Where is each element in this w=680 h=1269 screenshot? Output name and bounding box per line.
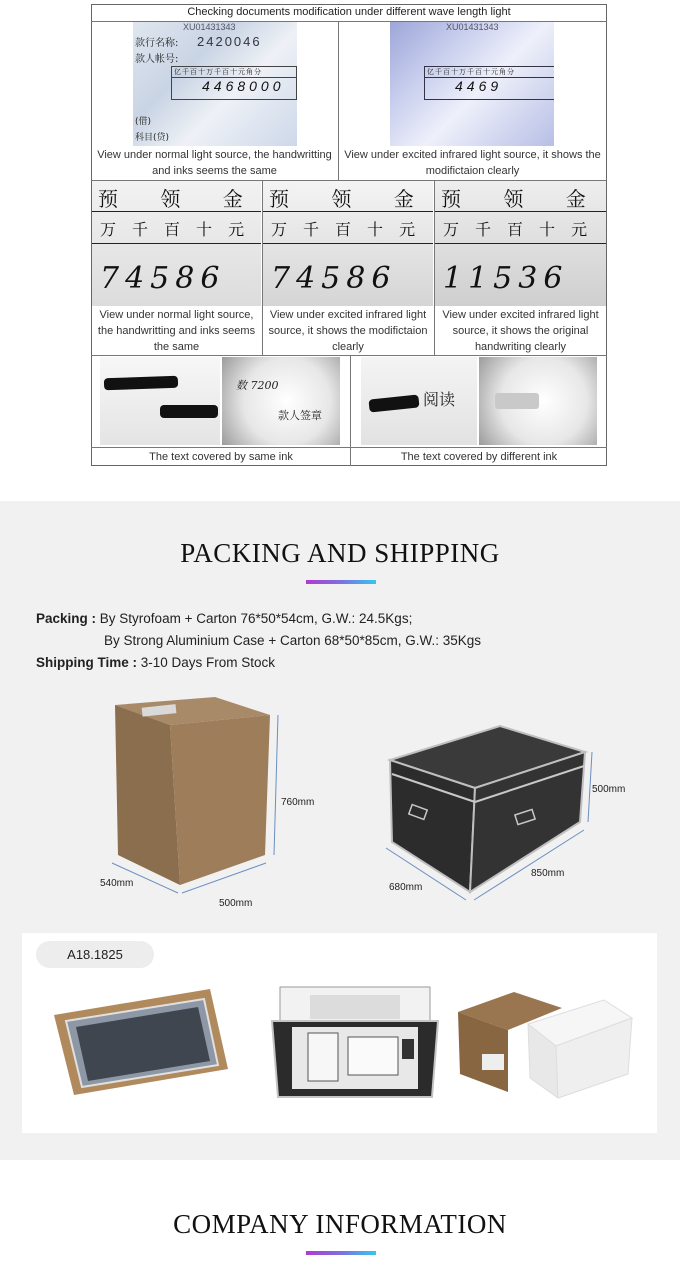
shipping-value: 3-10 Days From Stock [140, 655, 276, 670]
microscope-part [402, 1039, 414, 1059]
form-number: 2420046 [197, 34, 262, 49]
covered-text-photo-1 [100, 357, 220, 445]
handwritten-digits: 74586 [100, 261, 226, 296]
cjk-header: 预 领 金 [98, 187, 261, 211]
amount-grid [424, 66, 554, 100]
grid-line [91, 447, 607, 448]
grid-line [435, 211, 606, 212]
amount-digits: 4468000 [202, 78, 285, 94]
carton-height-label: 760mm [281, 797, 315, 808]
form-label: 科目(贷) [135, 133, 170, 143]
carton-width-label: 500mm [219, 898, 253, 909]
open-case-photo [270, 985, 440, 1107]
microscope-part [348, 1037, 398, 1075]
carton-right-face [170, 715, 270, 885]
shipping-label: Shipping Time : [36, 655, 137, 670]
revealed-text: 款人签章 [278, 409, 322, 422]
form-serial: XU01431343 [446, 22, 499, 32]
handwritten-digits: 11536 [443, 261, 569, 296]
heading-underline [306, 580, 376, 584]
handwriting-photo-normal [92, 181, 261, 306]
handwriting-photo-infrared-2 [435, 181, 606, 306]
caption-handwriting-normal: View under normal light source, the handwritting and inks seems the same [97, 309, 256, 353]
carton-label [482, 1054, 504, 1070]
height-dimension-line [274, 715, 278, 855]
cjk-header: 预 领 金 [441, 187, 604, 211]
form-serial: XU01431343 [183, 22, 236, 32]
visible-text: 阅读 [423, 390, 456, 409]
packing-line-2: By Strong Aluminium Case + Carton 68*50*85cm, G.W.: 35Kgs [104, 633, 482, 648]
company-heading-underline [306, 1251, 376, 1255]
grid-line [92, 211, 261, 212]
packed-panel-photo [52, 985, 232, 1105]
table-title: Checking documents modification under different wave length light [187, 6, 511, 18]
covered-text-photo-1-infrared [222, 357, 340, 445]
carton-depth-label: 540mm [100, 878, 134, 889]
amount-grid [171, 66, 297, 100]
form-label: 款行名称: [135, 38, 179, 49]
caption-normal-light: View under normal light source, the handwritting and inks seems the same [97, 149, 332, 177]
ink-cover [104, 376, 178, 391]
packing-line-1: By Styrofoam + Carton 76*50*54cm, G.W.: 24.5Kgs; [99, 611, 413, 626]
covered-text-photo-2 [361, 357, 477, 445]
amount-digits: 4469 [455, 78, 503, 94]
caption-infrared: View under excited infrared light source, it shows the modifictaion clearly [344, 149, 601, 177]
case-depth-label: 680mm [389, 882, 423, 893]
caption-handwriting-infrared-2: View under excited infrared light source, it shows the original handwriting clearly [442, 309, 599, 353]
caption-different-ink: The text covered by different ink [400, 451, 558, 463]
ink-cover [368, 394, 419, 412]
amount-units: 亿千百十万千百十元角分 [172, 67, 296, 78]
microscope-part [308, 1033, 338, 1081]
grid-line [435, 243, 606, 244]
handwriting-photo-infrared-1 [263, 181, 433, 306]
form-photo-infrared [390, 22, 554, 146]
cjk-header: 预 领 金 [269, 187, 432, 211]
form-photo-normal-light [133, 22, 297, 146]
grid-line [91, 355, 607, 356]
case-width-label: 850mm [531, 868, 565, 879]
grid-line [92, 243, 261, 244]
cjk-units: 万千百十元 [100, 220, 261, 239]
model-badge: A18.1825 [36, 941, 154, 968]
packing-info [36, 608, 656, 674]
covered-text-photo-2-infrared [479, 357, 597, 445]
form-label: 款人帐号: [135, 54, 179, 65]
caption-same-ink: The text covered by same ink [149, 451, 293, 463]
case-height-label: 500mm [592, 784, 626, 795]
ink-cover [160, 405, 218, 418]
faded-text [495, 393, 539, 409]
grid-line [338, 21, 339, 180]
grid-line [263, 243, 433, 244]
amount-units: 亿千百十万千百十元角分 [425, 67, 554, 78]
cjk-units: 万千百十元 [443, 220, 604, 239]
carton-and-foam-photo [456, 990, 636, 1102]
grid-line [263, 211, 433, 212]
packing-label: Packing : [36, 611, 97, 626]
revealed-text: 数 7200 [236, 379, 279, 392]
caption-handwriting-infrared-1: View under excited infrared light source, it shows the modifictaion clearly [268, 309, 428, 353]
cjk-units: 万千百十元 [271, 220, 432, 239]
carton-left-face [115, 705, 180, 885]
form-label: (借) [135, 117, 152, 127]
packing-heading: PACKING AND SHIPPING [180, 538, 500, 568]
handwritten-digits: 74586 [271, 261, 397, 296]
lid-label [310, 995, 400, 1019]
company-heading: COMPANY INFORMATION [173, 1209, 507, 1239]
